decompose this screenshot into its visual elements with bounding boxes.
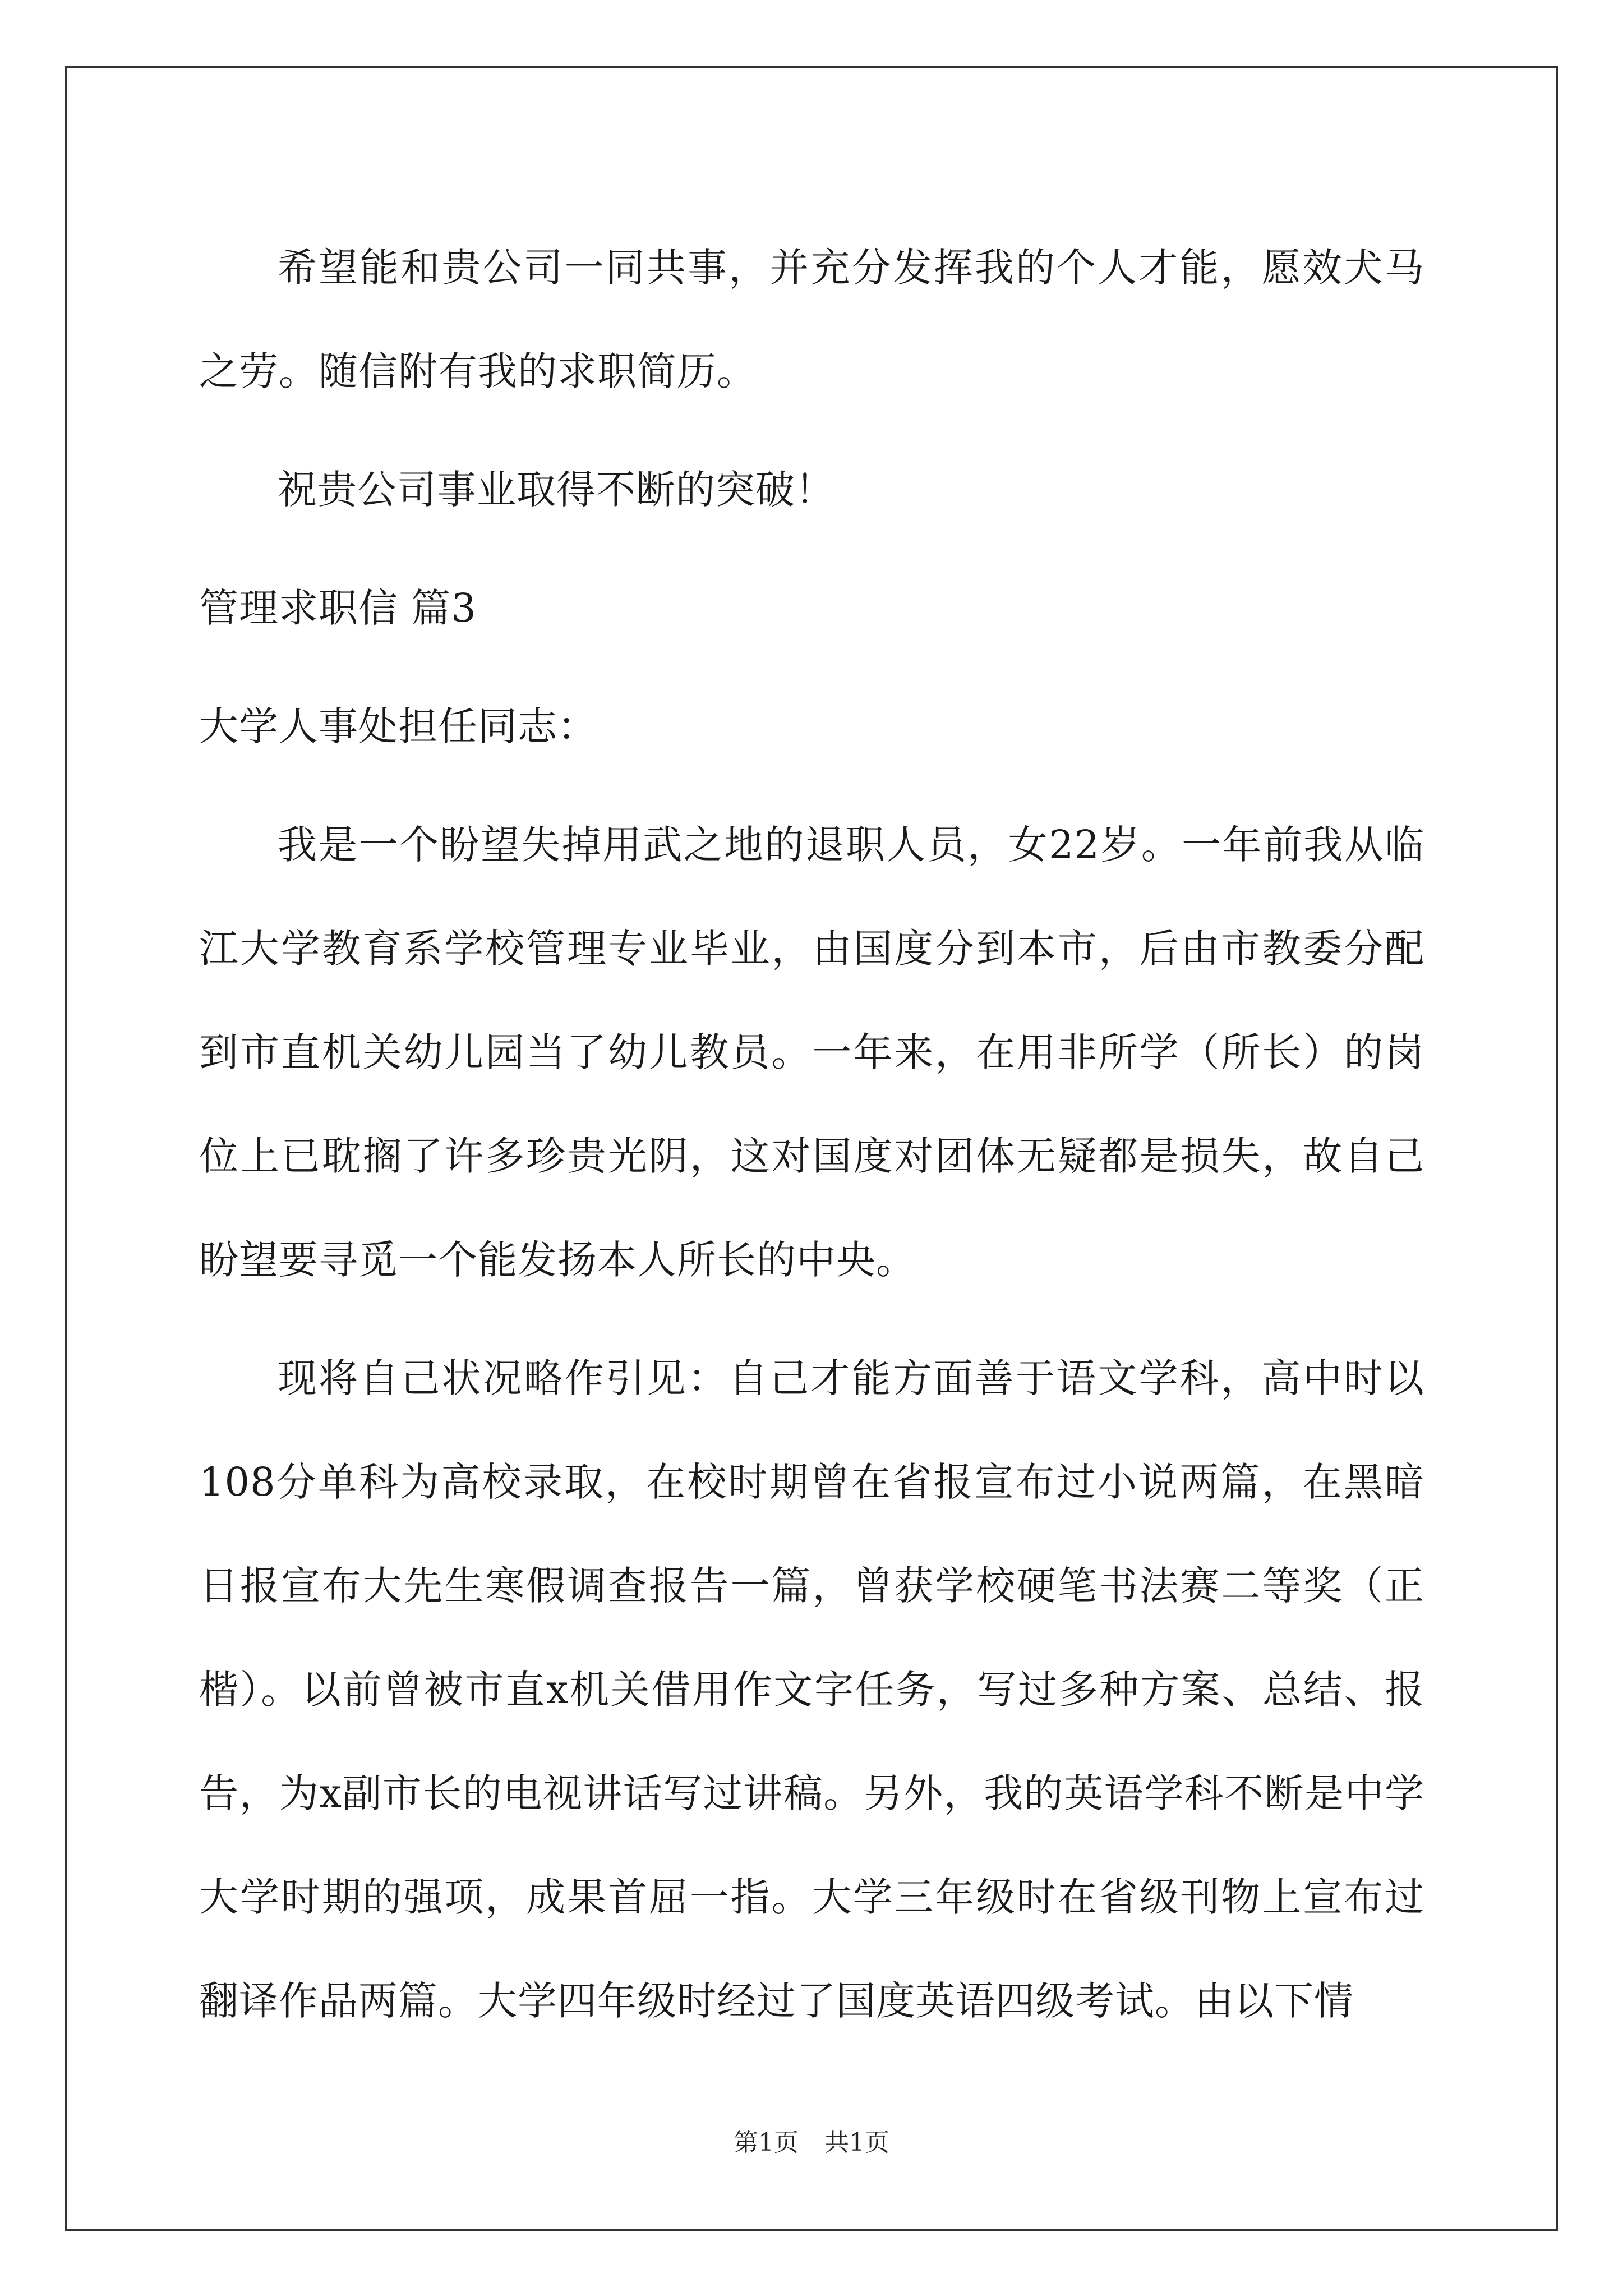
- page-total: 共1页: [824, 2128, 889, 2157]
- document-body: [199, 216, 1424, 2053]
- page-number: 第1页: [734, 2128, 799, 2157]
- page-footer: [0, 2126, 1623, 2160]
- paragraph: 祝贵公司事业取得不断的突破！: [278, 467, 835, 513]
- salutation: 大学人事处担任同志：: [199, 703, 597, 749]
- paragraph: 我是一个盼望失掉用武之地的退职人员，女22岁。一年前我从临江大学教育系学校管理专业毕业，由国度分到本市，后由市教委分配到市直机关幼儿园当了幼儿教员。一年来，在用非所学（所长）的岗位上已耽搁了许多珍贵光阴，这对国度对团体无疑都是损失，故自己盼望要寻觅一个能发扬本人所长的中央。: [199, 822, 1424, 1283]
- paragraph: 现将自己状况略作引见：自己才能方面善于语文学科，高中时以108分单科为高校录取，在校时期曾在省报宣布过小说两篇，在黑暗日报宣布大先生寒假调查报告一篇，曾获学校硬笔书法赛二等奖（正楷）。以前曾被市直x机关借用作文字任务，写过多种方案、总结、报告，为x副市长的电视讲话写过讲稿。另外，我的英语学科不断是中学大学时期的强项，成果首屈一指。大学三年级时在省级刊物上宣布过翻译作品两篇。大学四年级时经过了国度英语四级考试。由以下情: [199, 1355, 1424, 2024]
- paragraph: 希望能和贵公司一同共事，并充分发挥我的个人才能，愿效犬马之劳。随信附有我的求职简历。: [199, 245, 1424, 394]
- section-heading: 管理求职信 篇3: [199, 585, 477, 631]
